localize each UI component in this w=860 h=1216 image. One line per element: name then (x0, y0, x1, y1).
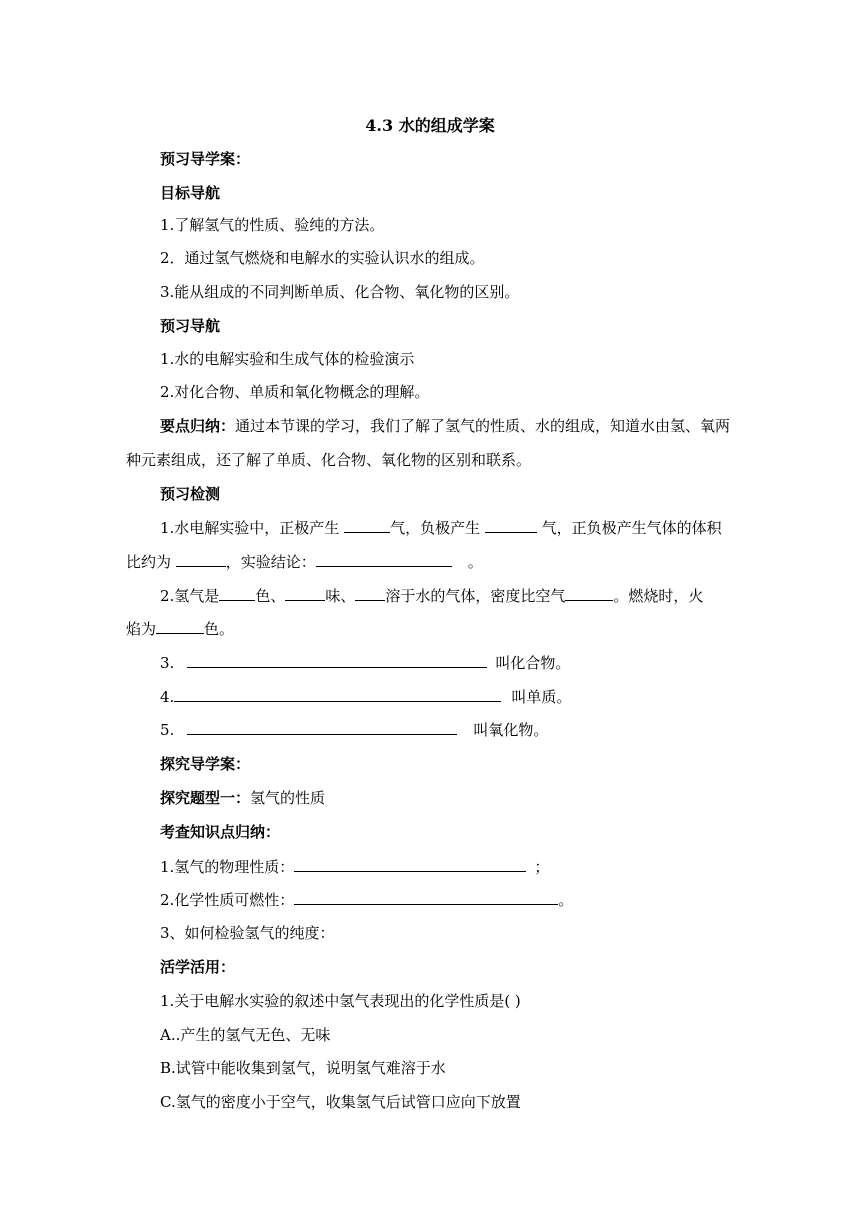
q3-number: 3. (160, 654, 175, 672)
check-heading: 预习检测 (160, 485, 221, 503)
goal-item: 3.能从组成的不同判断单质、化合物、氧化物的区别。 (160, 283, 520, 301)
check-question-2 (160, 585, 703, 606)
q1-text-c: 气，正负极产生气体的体积 (536, 519, 722, 537)
answer-blank[interactable] (176, 551, 226, 567)
k1-text: 1.氢气的物理性质： (160, 858, 295, 876)
answer-blank[interactable] (294, 889, 558, 905)
check-question-1-cont (126, 551, 483, 572)
answer-blank[interactable] (565, 585, 613, 601)
knowledge-heading: 考查知识点归纳： (160, 823, 281, 841)
q3-tail: 叫化合物。 (495, 654, 571, 672)
goal-heading: 目标导航 (160, 184, 221, 202)
q2-text-c: 味、 (325, 587, 356, 605)
q1-text-b: 气，负极产生 (390, 519, 485, 537)
answer-blank[interactable] (187, 652, 487, 668)
k2-tail: 。 (558, 891, 574, 909)
q2-text-d: 溶于水的气体，密度比空气 (385, 587, 566, 605)
explore-type-label: 探究题型一： (160, 789, 251, 807)
goal-item: 2．通过氢气燃烧和电解水的实验认识水的组成。 (160, 249, 485, 267)
knowledge-item-1 (160, 856, 549, 877)
practice-question: 1.关于电解水实验的叙述中氢气表现出的化学性质是( ) (160, 992, 521, 1010)
preview-heading: 预习导学案： (160, 150, 251, 168)
q5-tail: 叫氧化物。 (473, 721, 549, 739)
k1-tail: ； (534, 858, 550, 876)
option-c: C.氢气的密度小于空气，收集氢气后试管口应向下放置 (160, 1093, 521, 1111)
q2-text-g: 色。 (204, 620, 235, 638)
answer-blank[interactable] (344, 517, 390, 533)
answer-blank[interactable] (485, 517, 537, 533)
answer-blank[interactable] (285, 585, 325, 601)
explore-type-text: 氢气的性质 (250, 789, 326, 807)
q1-text-d: 比约为 (126, 553, 176, 571)
q1-text-a: 1.水电解实验中，正极产生 (160, 519, 345, 537)
guide-heading: 预习导航 (160, 317, 221, 335)
answer-blank[interactable] (294, 856, 526, 872)
page-title: 4.3 水的组成学案 (365, 116, 495, 135)
key-points-line-2: 种元素组成，还了解了单质、化合物、氧化物的区别和联系。 (126, 451, 532, 469)
key-points-line-1 (160, 416, 730, 436)
knowledge-item-3: 3、如何检验氢气的纯度： (160, 924, 335, 942)
q4-number: 4. (160, 688, 175, 706)
key-points-text: 通过本节课的学习，我们了解了氢气的性质、水的组成，知道水由氢、氧两 (235, 417, 731, 435)
answer-blank[interactable] (156, 618, 204, 634)
answer-blank[interactable] (174, 686, 501, 702)
check-question-4 (160, 686, 571, 707)
q2-text-f: 焰为 (126, 620, 157, 638)
check-question-2-cont (126, 618, 234, 639)
guide-item: 2.对化合物、单质和氧化物概念的理解。 (160, 383, 430, 401)
answer-blank[interactable] (316, 551, 452, 567)
guide-item: 1.水的电解实验和生成气体的检验演示 (160, 350, 415, 368)
option-a: A..产生的氢气无色、无味 (160, 1026, 331, 1044)
q1-text-f: 。 (467, 553, 483, 571)
answer-blank[interactable] (219, 585, 255, 601)
explore-heading: 探究导学案： (160, 755, 251, 773)
check-question-1 (160, 517, 722, 538)
key-points-label: 要点归纳： (160, 417, 236, 435)
answer-blank[interactable] (355, 585, 385, 601)
k2-text: 2.化学性质可燃性： (160, 891, 295, 909)
q5-number: 5. (160, 721, 175, 739)
check-question-5 (160, 719, 548, 740)
apply-heading: 活学活用： (160, 958, 236, 976)
q4-tail: 叫单质。 (511, 688, 572, 706)
q2-text-e: 。燃烧时，火 (613, 587, 704, 605)
knowledge-item-2 (160, 889, 573, 910)
option-b: B.试管中能收集到氢气，说明氢气难溶于水 (160, 1059, 446, 1077)
answer-blank[interactable] (187, 719, 457, 735)
q2-text-b: 色、 (255, 587, 286, 605)
q2-text-a: 2.氢气是 (160, 587, 220, 605)
check-question-3 (160, 652, 570, 673)
explore-type (160, 788, 325, 808)
q1-text-e: ，实验结论： (225, 553, 316, 571)
goal-item: 1.了解氢气的性质、验纯的方法。 (160, 216, 385, 234)
